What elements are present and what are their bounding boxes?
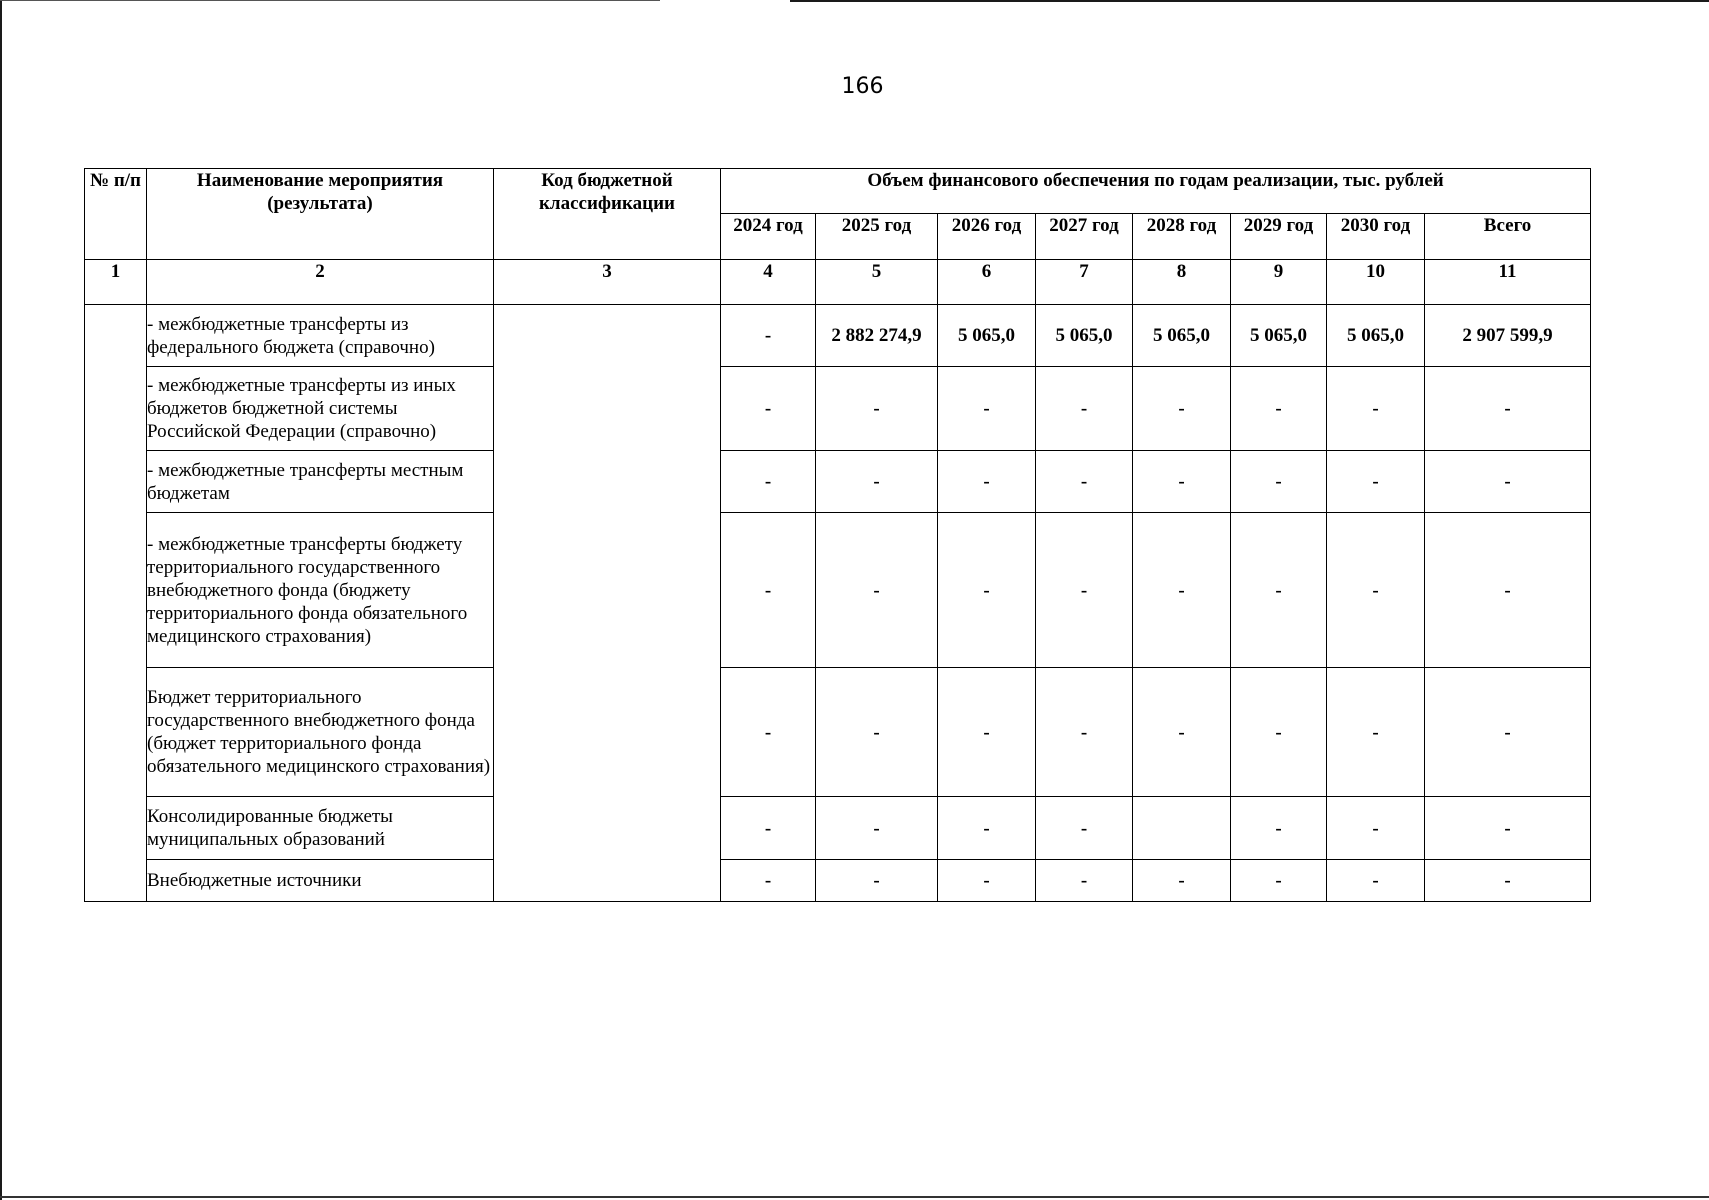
value-cell: - [1327, 860, 1425, 902]
value-cell: - [816, 513, 938, 668]
value-cell: - [1133, 668, 1231, 797]
value-cell: - [721, 451, 816, 513]
value-cell: - [816, 860, 938, 902]
value-cell: - [1036, 797, 1133, 860]
table-row [85, 668, 1591, 797]
column-number: 3 [494, 260, 721, 305]
column-number-row [85, 260, 1591, 305]
value-cell: 5 065,0 [1133, 305, 1231, 367]
value-cell: 5 065,0 [1231, 305, 1327, 367]
value-cell: - [1036, 451, 1133, 513]
row-name: Внебюджетные источники [147, 860, 494, 902]
total-cell: - [1425, 451, 1591, 513]
row-name: - межбюджетные трансферты местным бюджетам [147, 451, 494, 513]
column-number: 5 [816, 260, 938, 305]
scan-edge-top [790, 0, 1709, 2]
value-cell: - [721, 305, 816, 367]
value-cell: - [938, 513, 1036, 668]
value-cell: - [1231, 668, 1327, 797]
header-volume: Объем финансового обеспечения по годам реализации, тыс. рублей [721, 169, 1591, 214]
value-cell: - [938, 451, 1036, 513]
value-cell: - [721, 513, 816, 668]
total-cell: - [1425, 668, 1591, 797]
table-row [85, 513, 1591, 668]
total-cell: - [1425, 797, 1591, 860]
table-row [85, 797, 1591, 860]
value-cell: - [816, 451, 938, 513]
value-cell: - [721, 668, 816, 797]
total-cell: - [1425, 860, 1591, 902]
value-cell: - [1133, 367, 1231, 451]
value-cell: - [1036, 367, 1133, 451]
table-row [85, 451, 1591, 513]
value-cell: - [938, 860, 1036, 902]
header-no: № п/п [85, 169, 147, 260]
scan-edge-bottom [0, 1196, 1709, 1198]
row-name: - межбюджетные трансферты бюджету территориального государственного внебюджетного фонда (бюджету территориального фонда обязательного медицинского страхования) [147, 513, 494, 668]
row-number-cell [85, 305, 147, 902]
value-cell: 2 882 274,9 [816, 305, 938, 367]
value-cell: - [938, 367, 1036, 451]
header-code: Код бюджетной классификации [494, 169, 721, 260]
header-total: Всего [1425, 214, 1591, 260]
row-name: Консолидированные бюджеты муниципальных образований [147, 797, 494, 860]
value-cell: - [938, 797, 1036, 860]
table-row [85, 367, 1591, 451]
header-year: 2027 год [1036, 214, 1133, 260]
value-cell: - [816, 797, 938, 860]
value-cell: - [1133, 451, 1231, 513]
column-number: 4 [721, 260, 816, 305]
value-cell: - [721, 367, 816, 451]
row-name: - межбюджетные трансферты из иных бюджетов бюджетной системы Российской Федерации (справочно) [147, 367, 494, 451]
value-cell: - [1036, 860, 1133, 902]
row-name: - межбюджетные трансферты из федерального бюджета (справочно) [147, 305, 494, 367]
header-year: 2028 год [1133, 214, 1231, 260]
table-row [85, 305, 1591, 367]
value-cell: - [1327, 367, 1425, 451]
header-year: 2024 год [721, 214, 816, 260]
column-number: 6 [938, 260, 1036, 305]
value-cell: 5 065,0 [1036, 305, 1133, 367]
budget-code-cell [494, 305, 721, 902]
value-cell: - [1327, 513, 1425, 668]
total-cell: - [1425, 513, 1591, 668]
header-year: 2026 год [938, 214, 1036, 260]
header-name: Наименование мероприятия (результата) [147, 169, 494, 260]
value-cell: - [1231, 513, 1327, 668]
value-cell: - [1231, 860, 1327, 902]
value-cell: - [1231, 797, 1327, 860]
column-number: 11 [1425, 260, 1591, 305]
column-number: 8 [1133, 260, 1231, 305]
value-cell: - [1231, 451, 1327, 513]
value-cell: - [816, 668, 938, 797]
column-number: 7 [1036, 260, 1133, 305]
budget-table [84, 168, 1591, 902]
scan-edge-top-faint [0, 0, 660, 1]
header-row-top [85, 169, 1591, 214]
value-cell: - [1133, 513, 1231, 668]
scan-edge-left [0, 0, 2, 1200]
value-cell: - [721, 860, 816, 902]
column-number: 2 [147, 260, 494, 305]
value-cell: - [1036, 513, 1133, 668]
page-number: 166 [841, 74, 884, 99]
header-year: 2029 год [1231, 214, 1327, 260]
value-cell: - [1036, 668, 1133, 797]
value-cell: - [1327, 668, 1425, 797]
header-year: 2030 год [1327, 214, 1425, 260]
header-year: 2025 год [816, 214, 938, 260]
total-cell: - [1425, 367, 1591, 451]
value-cell: - [1327, 797, 1425, 860]
value-cell: - [938, 668, 1036, 797]
table-row [85, 860, 1591, 902]
column-number: 10 [1327, 260, 1425, 305]
value-cell: - [816, 367, 938, 451]
value-cell: - [1231, 367, 1327, 451]
row-name: Бюджет территориального государственного внебюджетного фонда (бюджет территориального фонда обязательного медицинского страхования) [147, 668, 494, 797]
total-cell: 2 907 599,9 [1425, 305, 1591, 367]
value-cell [1133, 797, 1231, 860]
value-cell: 5 065,0 [1327, 305, 1425, 367]
value-cell: - [1327, 451, 1425, 513]
column-number: 1 [85, 260, 147, 305]
value-cell: - [721, 797, 816, 860]
value-cell: 5 065,0 [938, 305, 1036, 367]
column-number: 9 [1231, 260, 1327, 305]
value-cell: - [1133, 860, 1231, 902]
